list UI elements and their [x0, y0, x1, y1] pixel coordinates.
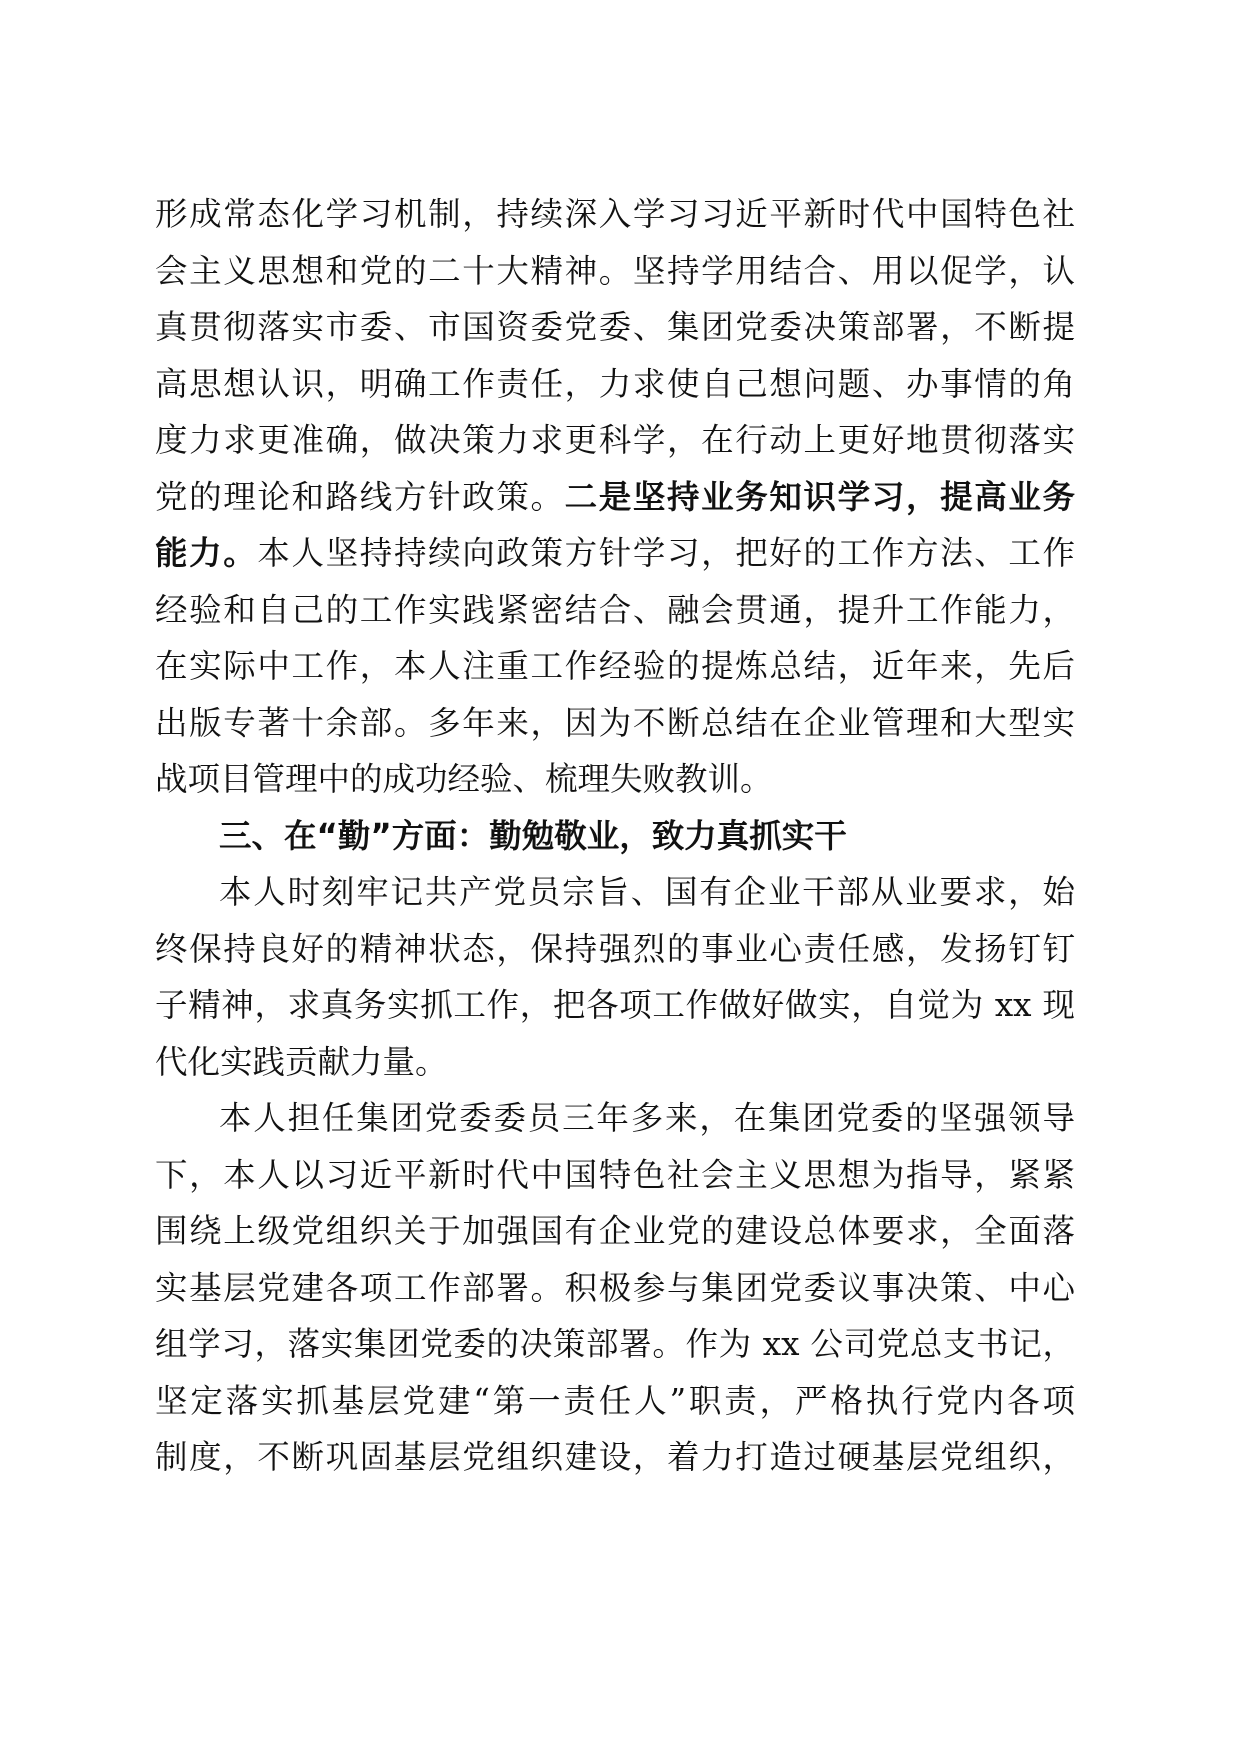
text-line: 子精神，求真务实抓工作，把各项工作做好做实，自觉为 xx 现: [155, 986, 1075, 1024]
document-body: [155, 186, 1075, 1486]
text-line: 实基层党建各项工作部署。积极参与集团党委议事决策、中心: [155, 1268, 1075, 1307]
text-line: 终保持良好的精神状态，保持强烈的事业心责任感，发扬钉钉: [155, 929, 1075, 968]
paragraph-study-mechanism: [155, 186, 1075, 808]
text-line: 本人时刻牢记共产党员宗旨、国有企业干部从业要求，始: [219, 873, 1075, 911]
text-segment: 党的理论和路线方针政策。: [155, 477, 565, 516]
text-line: 形成常态化学习机制，持续深入学习习近平新时代中国特色社: [155, 195, 1075, 233]
text-line: [155, 469, 1075, 526]
text-line: 组学习，落实集团党委的决策部署。作为 xx 公司党总支书记，: [155, 1325, 1075, 1363]
text-line: 在实际中工作，本人注重工作经验的提炼总结，近年来，先后: [155, 647, 1075, 685]
text-line: 围绕上级党组织关于加强国有企业党的建设总体要求，全面落: [155, 1212, 1075, 1250]
paragraph-party-committee: [155, 1090, 1075, 1486]
section-heading-diligence: 三、在“勤”方面：勤勉敬业，致力真抓实干: [219, 816, 847, 855]
text-line: 制度，不断巩固基层党组织建设，着力打造过硬基层党组织，: [155, 1438, 1075, 1476]
text-line: 经验和自己的工作实践紧密结合、融会贯通，提升工作能力，: [155, 590, 1075, 629]
bold-subheading: 能力。: [155, 534, 258, 572]
text-line: 战项目管理中的成功经验、梳理失败教训。: [155, 760, 773, 798]
bold-subheading: 二是坚持业务知识学习，提高业务: [564, 477, 1075, 516]
text-line: 真贯彻落实市委、市国资委党委、集团党委决策部署，不断提: [155, 308, 1075, 346]
text-line: [155, 525, 1075, 582]
text-line: 下，本人以习近平新时代中国特色社会主义思想为指导，紧紧: [155, 1155, 1075, 1194]
text-line: 坚定落实抓基层党建“第一责任人”职责，严格执行党内各项: [155, 1381, 1075, 1420]
text-line: 出版专著十余部。多年来，因为不断总结在企业管理和大型实: [155, 703, 1075, 742]
text-line: 代化实践贡献力量。: [155, 1042, 448, 1081]
text-line: 度力求更准确，做决策力求更科学，在行动上更好地贯彻落实: [155, 421, 1075, 459]
paragraph-diligence: [155, 864, 1075, 1090]
text-segment: 本人坚持持续向政策方针学习，把好的工作方法、工作: [257, 534, 1075, 572]
text-line: 本人担任集团党委委员三年多来，在集团党委的坚强领导: [219, 1099, 1075, 1137]
text-line: 会主义思想和党的二十大精神。坚持学用结合、用以促学，认: [155, 251, 1075, 290]
text-line: 高思想认识，明确工作责任，力求使自己想问题、办事情的角: [155, 364, 1075, 403]
